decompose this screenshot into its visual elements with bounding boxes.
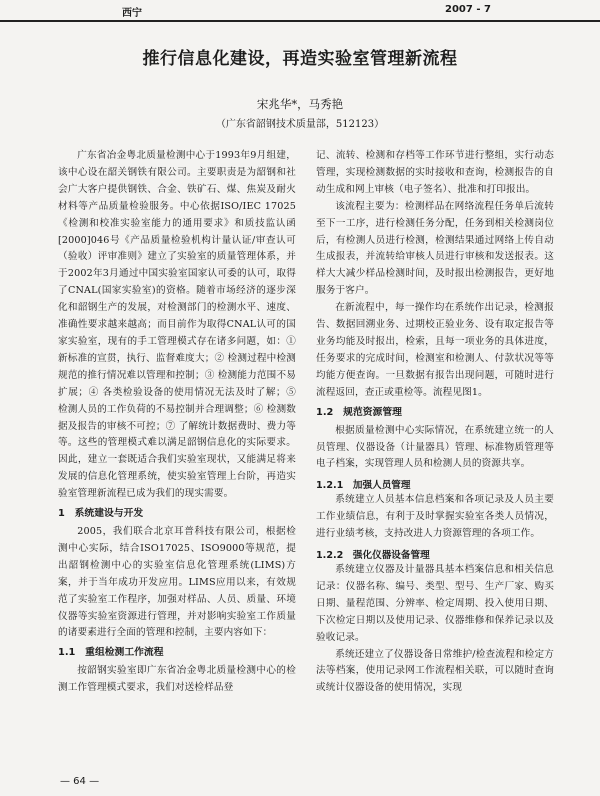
new-process-paragraph: 在新流程中，每一操作均在系统作出记录，检测报告、数据回溯业务、过期校正验业务、设有取定报告等业务均能及时报出，检索，且每一项业务的具体进度，任务要求的完成时间，检测室和检测人、付款状况等等均能方便查询。一旦数据有报告出现问题，可随时进行流程返回，查正或重检等。流程见图1。	[316, 302, 554, 398]
section-heading-1-1: 1.1 重组检测工作流程	[58, 647, 164, 659]
left-column	[58, 148, 296, 697]
article-title: 推行信息化建设，再造实验室管理新流程	[142, 49, 458, 69]
section-heading-1-2-1: 1.2.1 加强人员管理	[316, 480, 411, 492]
resource-paragraph: 根据质量检测中心实际情况，在系统建立统一的人员管理、仪器设备（计量器具）管理、标准物质管理等电子档案，实现管理人员和检测人员的资源共享。	[316, 424, 554, 470]
intro-paragraph: 广东省冶金粤北质量检测中心于1993年9月组建，该中心设在韶关钢铁有限公司。主要职责是为韶钢和社会广大客户提供钢铁、合金、铁矿石、煤、焦炭及耐火材料等产品质量检验服务。中心依据ISO/IEC 17025《检测和校准实验室能力的通用要求》和质技监认函[2000]046号《产品质量检验机构计量认证/审查认可（验收）评审准则》建立了实验室的质量管理体系，并于2002年3月通过中国实验室国家认可委的认可，取得了CNAL(国家实验室)的资格。随着市场经济的逐步深化和韶钢生产的发展，对检测部门的检测水平、速度、准确性要求越来越高；而目前作为取得CNAL认可的国家实验室，现有的手工管理模式存在诸多问题，如：① 新标准的宣贯，执行、监督难度大；② 检测过程中检测规范的推行情况难以管理和控制；③ 检测能力范围不易扩展；④ 各类检验设备的使用情况无法及时了解；⑤ 检测人员的工作负荷的不易控制并合理调整；⑥ 检测数据及报告的审核不可控；⑦ 了解统计数据费时、费力等等。这些的管理模式难以满足韶钢信息化的实际要求。因此，建立一套既适合我们实验室现状，又能满足将来发展的信息化管理系统，使实验室管理上台阶，再造实验室管理新流程已成为我们的现实需要。	[58, 150, 296, 500]
continued-paragraph: 记、流转、检测和存档等工作环节进行整组，实行动态管理，实现检测数据的实时接收和查询，检测报告的自动生成和网上审核（电子签名）、批准和打印报出。	[316, 150, 554, 195]
issue-number: 2007 - 7	[445, 4, 491, 15]
section-heading-1: 1 系统建设与开发	[58, 508, 144, 520]
equipment-text: 系统建立仪器及计量器具基本档案信息和相关信息记录：仪器名称、编号、类型、型号、生产厂家、购买日期、量程范围、分辨率、检定周期、投入使用日期、下次检定日期以及使用记录、仪器维修和保养记录以及验收记录。	[316, 564, 554, 643]
journal-name: 西宁	[122, 8, 142, 19]
section-heading-1-2-2: 1.2.2 强化仪器设备管理	[316, 550, 430, 562]
article-affiliation: （广东省韶钢技术质量部，512123）	[215, 119, 385, 130]
development-paragraph: 2005，我们联合北京耳普科技有限公司，根据检测中心实际，结合ISO17025、ISO9000等规范，提出韶钢检测中心的实验室信息化管理系统(LIMS)方案，并于当年成功开发应用。LIMS应用以来，有效规范了实验室工作程序，加强对样品、人员、质量、环境仪器等实验室资源进行管理，并对影响实验室工作质量的诸要素进行全面的管理和控制，主要内容如下：	[58, 526, 296, 639]
section-heading-1-2: 1.2 规范资源管理	[316, 406, 402, 418]
equipment-maintenance-text: 系统还建立了仪器设备日常维护/检查流程和检定方法等档案，使用记录网工作流程相关联，可以随时查询或统计仪器设备的使用情况，实现	[316, 648, 554, 694]
running-header	[0, 0, 600, 22]
workflow-paragraph: 按韶钢实验室即广东省冶金粤北质量检测中心的检测工作管理模式要求，我们对送检样品登	[58, 665, 296, 694]
page-number: — 64 —	[60, 776, 100, 787]
process-paragraph: 该流程主要为：检测样品在网络流程任务单后流转至下一工序，进行检测任务分配，任务到相关检测岗位后，有检测人员进行检测，检测结果通过网络上传自动生成报表，并流转给审核人员进行审核和发送报表。这样大大减少样品检测时间，及时报出检测报告，更好地服务于客户。	[316, 200, 554, 297]
personnel-text: 系统建立人员基本信息档案和各项记录及人员主要工作业绩信息，有利于及时掌握实验室各类人员情况，进行业绩考核，支持改进人力资源管理的各项工作。	[316, 494, 554, 540]
article-authors: 宋兆华*，马秀艳	[256, 97, 344, 111]
right-column	[316, 148, 554, 697]
